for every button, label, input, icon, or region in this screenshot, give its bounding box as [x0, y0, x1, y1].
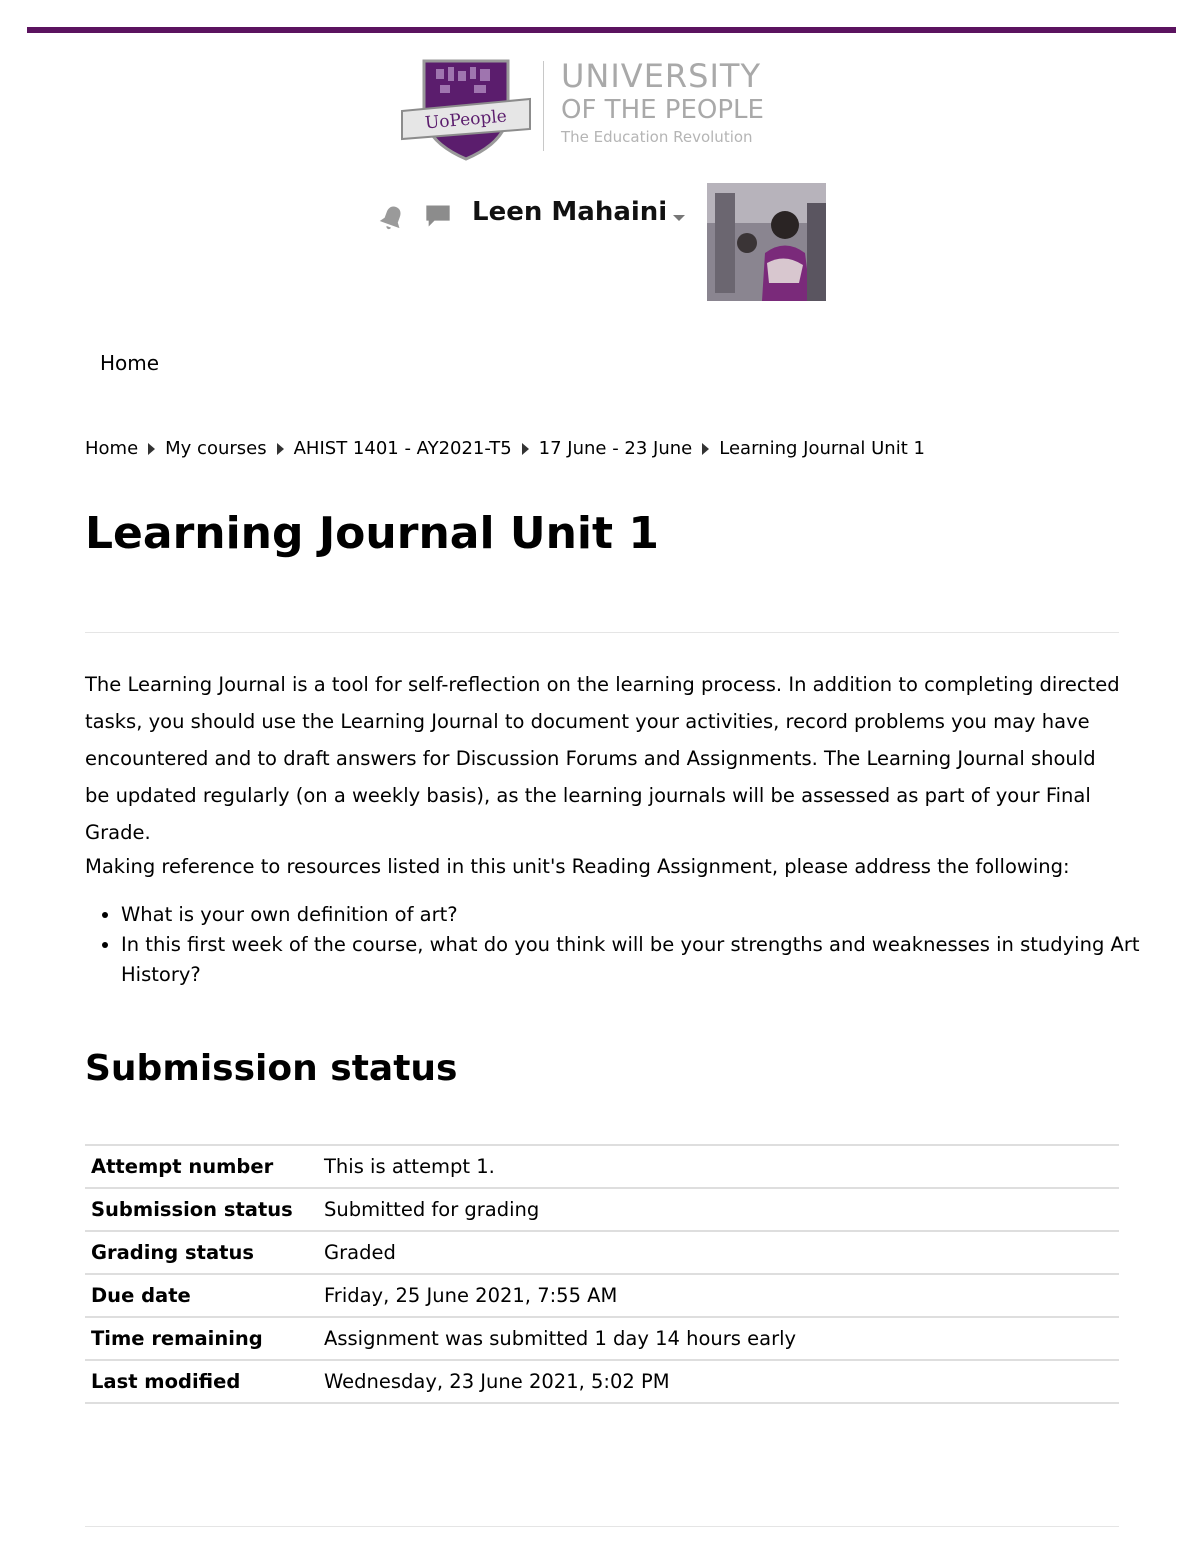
row-label: Attempt number — [85, 1145, 318, 1188]
chevron-right-icon — [148, 443, 155, 455]
wordmark-line-2: OF THE PEOPLE — [561, 95, 764, 125]
submission-status-table — [85, 1144, 1119, 1404]
wordmark-line-1: UNIVERSITY — [561, 57, 761, 95]
row-label: Last modified — [85, 1360, 318, 1403]
user-name[interactable]: Leen Mahaini — [472, 197, 668, 227]
row-value: Wednesday, 23 June 2021, 5:02 PM — [318, 1360, 1119, 1403]
breadcrumb-my-courses[interactable]: My courses — [165, 438, 267, 459]
row-value: This is attempt 1. — [318, 1145, 1119, 1188]
row-value: Assignment was submitted 1 day 14 hours early — [318, 1317, 1119, 1360]
user-menu-bar — [376, 182, 836, 302]
question-list — [85, 900, 1161, 990]
row-label: Submission status — [85, 1188, 318, 1231]
submission-heading: Submission status — [85, 1048, 458, 1089]
nav-home-link[interactable]: Home — [100, 351, 160, 375]
table-row — [85, 1188, 1119, 1231]
logo-divider — [543, 61, 544, 151]
breadcrumb-current[interactable]: Learning Journal Unit 1 — [719, 438, 925, 459]
chevron-right-icon — [277, 443, 284, 455]
caret-down-icon[interactable] — [672, 208, 686, 227]
university-logo[interactable] — [396, 53, 816, 163]
table-row — [85, 1231, 1119, 1274]
row-value: Friday, 25 June 2021, 7:55 AM — [318, 1274, 1119, 1317]
breadcrumb — [85, 438, 925, 459]
list-item: • In this first week of the course, what do you think will be your strengths and weaknesses in studying Art History? — [121, 930, 1161, 990]
intro-paragraph: The Learning Journal is a tool for self-reflection on the learning process. In addition to completing directed tasks, you should use the Learning Journal to document your activities, record problems you may have encountered and to draft answers for Discussion Forums and Assignments. The Learning Journal should be updated regularly (on a weekly basis), as the learning journals will be assessed as part of your Final Grade. — [85, 673, 1120, 844]
prompt-paragraph: Making reference to resources listed in this unit's Reading Assignment, please address the following: — [85, 855, 1070, 878]
row-value: Submitted for grading — [318, 1188, 1119, 1231]
shield-text: UoPeople — [424, 106, 508, 134]
top-accent-bar — [27, 27, 1176, 33]
table-row — [85, 1274, 1119, 1317]
list-item: • What is your own definition of art? — [121, 900, 1161, 930]
footer-divider — [85, 1526, 1119, 1527]
row-value: Graded — [318, 1231, 1119, 1274]
bell-icon[interactable] — [378, 204, 406, 236]
table-row — [85, 1317, 1119, 1360]
wordmark-tagline: The Education Revolution — [561, 128, 753, 146]
row-label: Time remaining — [85, 1317, 318, 1360]
page-title: Learning Journal Unit 1 — [85, 508, 659, 559]
breadcrumb-week[interactable]: 17 June - 23 June — [538, 438, 693, 459]
chevron-right-icon — [522, 443, 529, 455]
table-row — [85, 1145, 1119, 1188]
shield-logo-icon — [396, 53, 536, 163]
breadcrumb-home[interactable]: Home — [85, 438, 139, 459]
chevron-right-icon — [702, 443, 709, 455]
row-label: Grading status — [85, 1231, 318, 1274]
title-divider — [85, 632, 1119, 633]
chat-icon[interactable] — [424, 202, 452, 234]
row-label: Due date — [85, 1274, 318, 1317]
avatar[interactable] — [707, 183, 826, 301]
breadcrumb-course[interactable]: AHIST 1401 - AY2021-T5 — [293, 438, 512, 459]
table-row — [85, 1360, 1119, 1403]
university-wordmark — [561, 59, 764, 147]
